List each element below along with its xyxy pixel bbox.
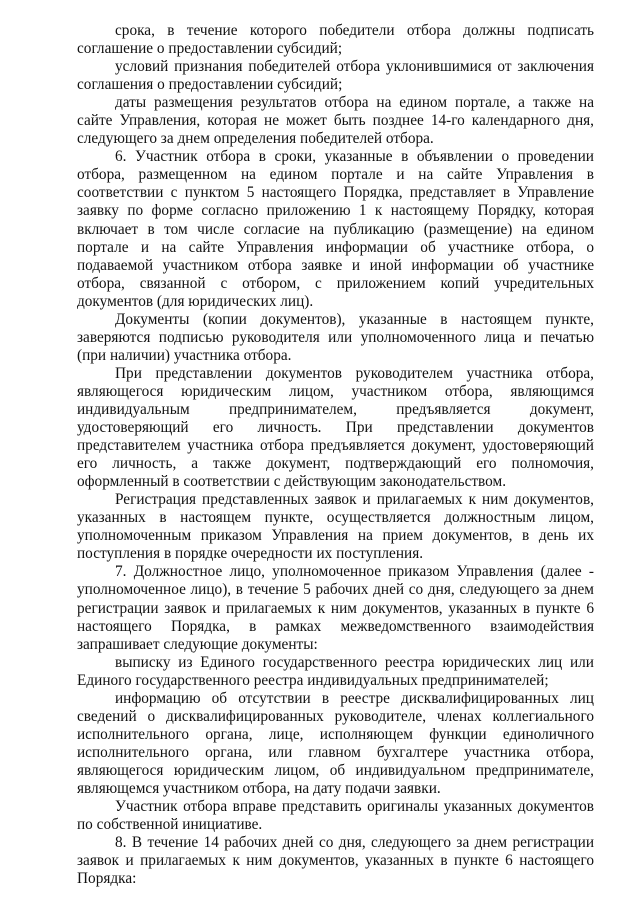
paragraph-evasion-conditions: условий признания победителей отбора уклонившимися от заключения соглашения о предоставлении субсидий;: [77, 58, 594, 94]
paragraph-originals-initiative: Участник отбора вправе представить оригиналы указанных документов по собственной инициативе.: [77, 798, 594, 834]
paragraph-disqualification-info: информацию об отсутствии в реестре дисквалифицированных лиц сведений о дисквалифицированных руководителе, членах коллегиального исполнительного органа, лице, исполняющем функции единоличного исполнительного органа, или главном бухгалтере участника отбора, являющегося юридическим лицом, об индивидуальном предпринимателе, являющемся участником отбора, на дату подачи заявки.: [77, 689, 594, 797]
paragraph-register-extract: выписку из Единого государственного реестра юридических лиц или Единого государственного реестра индивидуальных предпринимателей;: [77, 653, 594, 689]
paragraph-documents-certification: Документы (копии документов), указанные в настоящем пункте, заверяются подписью руководителя или уполномоченного лица и печатью (при наличии) участника отбора.: [77, 310, 594, 364]
paragraph-application-registration: Регистрация представленных заявок и прилагаемых к ним документов, указанных в настоящем пункте, осуществляется должностным лицом, уполномоченным приказом Управления на прием документов, в день их поступления в порядке очередности их поступления.: [77, 491, 594, 563]
paragraph-signing-deadline: срока, в течение которого победители отбора должны подписать соглашение о предоставлении субсидий;: [77, 22, 594, 58]
paragraph-results-publication-date: даты размещения результатов отбора на едином портале, а также на сайте Управления, которая не может быть позднее 14-го календарного дня, следующего за днем определения победителей отбора.: [77, 94, 594, 148]
paragraph-item-7-official-requests: 7. Должностное лицо, уполномоченное приказом Управления (далее - уполномоченное лицо), в течение 5 рабочих дней со дня, следующего за днем регистрации заявок и прилагаемых к ним документов, указанных в пункте 6 настоящего Порядка, в рамках межведомственного взаимодействия запрашивает следующие документы:: [77, 563, 594, 653]
paragraph-item-8-review-period: 8. В течение 14 рабочих дней со дня, следующего за днем регистрации заявок и прилагаемых к ним документов, указанных в пункте 6 настоящего Порядка:: [77, 834, 594, 888]
paragraph-item-6-application: 6. Участник отбора в сроки, указанные в объявлении о проведении отбора, размещенном на едином портале и на сайте Управления в соответствии с пунктом 5 настоящего Порядка, представляет в Управление заявку по форме согласно приложению 1 к настоящему Порядку, которая включает в том числе согласие на публикацию (размещение) на едином портале и на сайте Управления информации об участнике отбора, о подаваемой участником отбора заявке и иной информации об участнике отбора, связанной с отбором, с приложением копий учредительных документов (для юридических лиц).: [77, 148, 594, 310]
paragraph-identity-documents: При представлении документов руководителем участника отбора, являющегося юридическим лицом, участником отбора, являющимся индивидуальным предпринимателем, предъявляется документ, удостоверяющий его личность. При представлении документов представителем участника отбора предъявляется документ, удостоверяющий его личность, а также документ, подтверждающий его полномочия, оформленный в соответствии с действующим законодательством.: [77, 364, 594, 491]
document-page: [77, 22, 594, 888]
